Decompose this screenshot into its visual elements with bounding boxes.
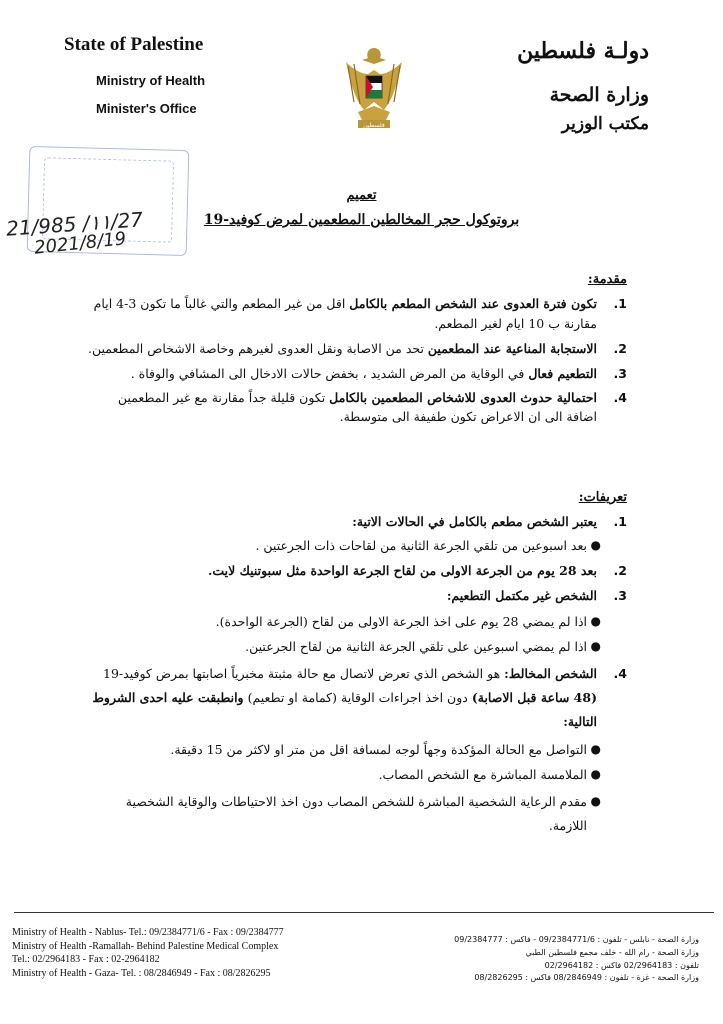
footer-line: Tel.: 02/2964183 - Fax : 02-2964182: [12, 954, 160, 965]
footer-line: وزارة الصحة - نابلس - تلفون : 09/2384771/6 - فاكس : 09/2384777: [454, 935, 699, 944]
sub-item-text: اذا لم يمضي اسبوعين على تلقي الجرعة الثانية من لقاح الجرعتين.: [245, 639, 587, 655]
item-text: تحد من الاصابة ونقل العدوى لغيرهم وخاصة الاشخاص المطعمين.: [87, 340, 428, 356]
definition-item: [87, 662, 627, 733]
handwritten-reference: 21/985 /١١/27: [5, 207, 144, 241]
header-state-ar: دولـة فلسطين: [517, 38, 649, 64]
item-number: 3.: [613, 366, 627, 382]
bullet-icon: ●: [590, 639, 601, 654]
item-text: هو الشخص الذي تعرض لاتصال مع حالة مثبتة مخبرياً اصابتها بمرض كوفيد-19: [103, 666, 505, 682]
subject-title: بروتوكول حجر المخالطين المطعمين لمرض كوفيد-19: [203, 212, 520, 228]
footer-line: وزارة الصحة - غزة - تلفون : 08/2846949 فاكس : 08/2826295: [474, 973, 699, 983]
item-conditions-lead: وانطبقت عليه احدى الشروط التالية:: [92, 690, 597, 729]
footer-line: Ministry of Health -Ramallah- Behind Palestine Medical Complex: [12, 940, 279, 952]
item-text: تكون قليلة جداً مقارنة مع غير المطعمين اضافة الى ان الاعراض تكون طفيفة الى متوسطة.: [117, 389, 597, 425]
item-number: 4.: [613, 389, 627, 405]
memo-label: تعميم: [346, 188, 377, 203]
definition-sub-item: [87, 765, 627, 784]
item-text: الشخص غير مكتمل التطعيم:: [446, 588, 597, 604]
header-office-ar: مكتب الوزير: [561, 114, 649, 134]
bullet-icon: ●: [590, 767, 601, 782]
item-number: 1.: [613, 514, 627, 530]
intro-heading: مقدمة:: [587, 272, 627, 287]
item-text: بعد 28 يوم من الجرعة الاولى من لقاح الجرعة الواحدة مثل سبوتنيك لايت.: [208, 562, 597, 578]
bullet-icon: ●: [590, 613, 601, 628]
sub-item-text: الملامسة المباشرة مع الشخص المصاب.: [378, 767, 587, 783]
definition-sub-item: [87, 612, 627, 631]
header-state-en: State of Palestine: [64, 34, 204, 55]
item-number: 2.: [613, 562, 627, 578]
definition-sub-item: [87, 740, 627, 759]
bullet-icon: ●: [590, 537, 601, 552]
item-text: اقل من غير المطعم والتي غالباً ما تكون 3-4 ايام مقارنة ب 10 ايام لغير المطعم.: [93, 296, 597, 331]
intro-item: [87, 364, 627, 383]
definition-sub-item: [87, 536, 627, 555]
bullet-icon: ●: [590, 794, 601, 809]
definition-item: [87, 512, 627, 531]
item-number: 2.: [613, 340, 627, 356]
footer-arabic-contacts: [399, 934, 699, 985]
intro-item: [87, 339, 627, 358]
item-emphasis: (48 ساعة قبل الاصابة): [471, 690, 597, 706]
footer-line: تلفون : 02/2964183 فاكس : 02/2964182: [544, 960, 699, 970]
item-lead: الشخص المخالط:: [504, 666, 597, 682]
footer-english-contacts: [12, 926, 402, 980]
footer-divider: [14, 912, 714, 913]
definitions-heading: تعريفات:: [578, 490, 627, 505]
sub-item-text: بعد اسبوعين من تلقي الجرعة الثانية من لقاحات ذات الجرعتين .: [255, 537, 587, 553]
footer-line: وزارة الصحة - رام الله - خلف مجمع فلسطين الطبي: [525, 947, 699, 957]
intro-section: [87, 270, 627, 426]
header-ministry-en: Ministry of Health: [96, 73, 206, 88]
sub-item-text: مقدم الرعاية الشخصية المباشرة للشخص المصاب دون اخذ الاحتياطات والوقاية الشخصية اللازمة.: [125, 794, 587, 834]
item-lead: الاستجابة المناعية عند المطعمين: [427, 340, 597, 356]
sub-item-text: التواصل مع الحالة المؤكدة وجهاً لوجه لمسافة اقل من متر او لاكثر من 15 دقيقة.: [170, 741, 587, 757]
item-text: يعتبر الشخص مطعم بالكامل في الحالات الاتية:: [352, 514, 597, 530]
handwritten-date: 2021/8/19: [33, 228, 128, 259]
intro-item: [87, 388, 627, 427]
item-number: 3.: [613, 588, 627, 604]
header-ministry-ar: وزارة الصحة: [549, 84, 649, 106]
definition-item: [87, 561, 627, 580]
item-number: 1.: [613, 296, 627, 312]
sub-item-text: اذا لم يمضي 28 يوم على اخذ الجرعة الاولى من لقاح (الجرعة الواحدة).: [215, 613, 587, 629]
definition-sub-item: [87, 790, 627, 838]
item-lead: احتمالية حدوث العدوى للاشخاص المطعمين بالكامل: [329, 389, 597, 405]
item-text: في الوقاية من المرض الشديد ، بخفض حالات الادخال الى المشافي والوفاة .: [130, 366, 529, 382]
definition-sub-item: [87, 637, 627, 656]
item-lead: تكون فترة العدوى عند الشخص المطعم بالكامل: [349, 296, 597, 312]
bullet-icon: ●: [590, 741, 601, 756]
definition-item: [87, 586, 627, 605]
palestine-eagle-emblem: [340, 40, 408, 132]
item-number: 4.: [613, 666, 627, 682]
item-text-continued: دون اخذ اجراءات الوقاية (كمامة او تطعيم): [243, 690, 472, 706]
emblem-caption: فلسطين: [363, 122, 385, 129]
definitions-section: [87, 488, 627, 838]
intro-item: [87, 294, 627, 333]
footer-line: Ministry of Health - Nablus- Tel.: 09/2384771/6 - Fax : 09/2384777: [12, 927, 284, 938]
header-office-en: Minister's Office: [96, 101, 197, 116]
footer-line: Ministry of Health - Gaza- Tel. : 08/2846949 - Fax : 08/2826295: [12, 967, 271, 979]
item-lead: التطعيم فعال: [528, 366, 597, 382]
